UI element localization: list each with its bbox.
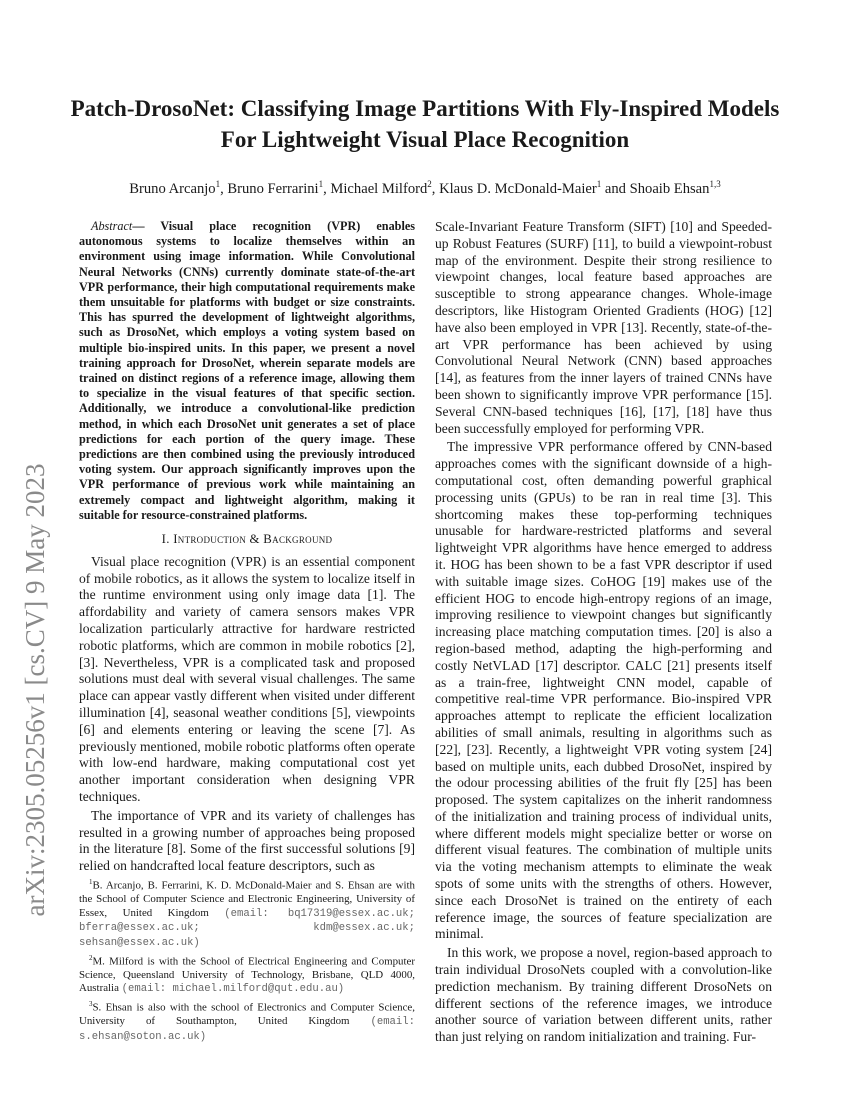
author: Klaus D. McDonald-Maier$^1$ and: [439, 179, 630, 197]
author: Bruno Arcanjo$^1$,: [129, 179, 228, 197]
footnote: $^3$S. Ehsan is also with the school of Electronics and Computer Science, University of Southampton, United Kingdom (email: s.ehsan@soton.ac.uk): [79, 1000, 415, 1043]
paragraph: The impressive VPR performance offered by CNN-based approaches comes with the significant downside of a high-computational cost, often demanding powerful graphical processing units (GPUs) to be ran in real time [3]. This shortcoming makes these top-performing techniques unusable for hardware-restricted platforms and several lightweight VPR algorithms have hence emerged to address it. HOG has been shown to be a fast VPR descriptor if used with suitable image sizes. CoHOG [19] makes use of the efficient HOG to encode high-entropy regions of an image, improving resilience to viewpoint changes but significantly increasing place matching computation times. [20] is also a region-based method, adapting the high-performing and costly NetVLAD [17] descriptor. CALC [21] presents itself as a train-free, lightweight CNN model, capable of competitive real-time VPR performance. Bio-inspired VPR approaches attempt to replicate the efficient localization abilities of small animals, resulting in algorithms such as [22], [23]. Recently, a lightweight VPR voting system [24] based on multiple units, each dubbed DrosoNet, inspired by the odour processing abilities of the fruit fly [25] has been proposed. The system capitalizes on the inherit randomness of the initialization and training process of individual units, where different models might specialize better or worse on different visual features. The combination of multiple units via the voting mechanism attempts to eliminate the weak spots of some units with the strengths of others. However, since each DrosoNet is trained on the entirety of each reference image, the sources of feature specialization are minimal.: [435, 439, 772, 942]
author-list: [60, 175, 790, 198]
author: Michael Milford$^2$,: [330, 179, 440, 197]
paper-title: [60, 93, 790, 155]
paragraph: Visual place recognition (VPR) is an essential component of mobile robotics, as it allows the system to localize itself in the runtime environment using only image data [1]. The affordability and variety of camera sensors makes VPR localization particularly attractive for hardware restricted robotic platforms, which are common in mobile robotics [2], [3]. Nevertheless, VPR is a complicated task and proposed solutions must deal with several visual challenges. The same place can appear vastly different when visited under different illumination [4], seasonal weather conditions [5], viewpoints [6] and elements entering or leaving the scene [7]. As previously mentioned, mobile robotic platforms often operate with low-end hardware, making computational cost yet another important consideration when designing VPR techniques.: [79, 553, 415, 805]
right-column: [435, 219, 772, 1048]
section-heading: I. Introduction & Background: [161, 532, 333, 547]
footnote-email: (email: michael.milford@qut.edu.au): [121, 983, 345, 996]
abstract-text: Visual place recognition (VPR) enables autonomous systems to localize themselves within an environment using image information. While Convolutional Neural Networks (CNNs) currently dominate state-of-the-art VPR performance, their high computational requirements make them unsuitable for platforms with budget or size constraints. This has spurred the development of lightweight algorithms, such as DrosoNet, which employs a voting system based on multiple bio-inspired units. In this paper, we present a novel training approach for DrosoNet, wherein separate models are trained on distinct regions of a reference image, allowing them to specialize in the visual features of that specific section. Additionally, we introduce a convolutional-like prediction method, in which each DrosoNet unit generates a set of place predictions for each portion of the query image. These predictions are then combined using the previously introduced voting system. Our approach significantly improves upon the VPR performance of previous work while maintaining an extremely compact and lightweight algorithm, making it suitable for resource-constrained platforms.: [79, 219, 415, 522]
author: Shoaib Ehsan$^{1,3}$: [629, 179, 721, 197]
abstract-label: Abstract: [91, 219, 133, 233]
footnote-email: (email: s.ehsan@soton.ac.uk): [79, 1016, 415, 1043]
footnote: $^1$B. Arcanjo, B. Ferrarini, K. D. McDonald-Maier and S. Ehsan are with the School of Computer Science and Electronic Engineering, University of Essex, United Kingdom (email: bq17319@essex.ac.uk; bferra@essex.ac.uk; kdm@essex.ac.uk; sehsan@essex.ac.uk): [79, 878, 415, 949]
footnote: $^2$M. Milford is with the School of Electrical Engineering and Computer Science, Queensland University of Technology, Brisbane, QLD 4000, Australia (email: michael.milford@qut.edu.au): [79, 953, 415, 996]
left-column: [79, 219, 415, 877]
arxiv-stamp-text: arXiv:2305.05256v1 [cs.CV] 9 May 2023: [20, 463, 50, 917]
author: Bruno Ferrarini$^1$,: [227, 179, 331, 197]
paragraph: In this work, we propose a novel, region-based approach to train individual DrosoNets coupled with a convolution-like prediction mechanism. By training different DrosoNets on different sections of the reference images, we introduce another source of variation between different units, rather than just relying on random initialization and training. Fur-: [435, 945, 772, 1045]
footnotes: [79, 876, 415, 1045]
paragraph: Scale-Invariant Feature Transform (SIFT) [10] and Speeded-up Robust Features (SURF) [11], to build a viewpoint-robust map of the environment. Despite their strong resilience to viewpoint changes, local feature based approaches are susceptible to strong appearance changes. Whole-image descriptors, like Histogram Oriented Gradients (HOG) [12] have also been employed in VPR [13]. Recently, state-of-the-art VPR performance has been achieved by using Convolutional Neural Network (CNN) based approaches [14], as features from the inner layers of trained CNNs have been shown to significantly improve VPR performance [15]. Several CNN-based techniques [16], [17], [18] have thus been successfully employed for performing VPR.: [435, 219, 772, 436]
footnote-email: (email: bq17319@essex.ac.uk; bferra@essex.ac.uk; kdm@essex.ac.uk; sehsan@essex.ac.uk): [79, 907, 415, 949]
title-line-2: For Lightweight Visual Place Recognition: [220, 127, 630, 152]
paragraph: The importance of VPR and its variety of challenges has resulted in a growing number of approaches being proposed in the literature [8]. Some of the first successful solutions [9] relied on handcrafted local feature descriptors, such as: [79, 807, 415, 874]
abstract: Abstract— Visual place recognition (VPR) enables autonomous systems to localize themselves within an environment using image information. While Convolutional Neural Networks (CNNs) currently dominate state-of-the-art VPR performance, their high computational requirements make them unsuitable for platforms with budget or size constraints. This has spurred the development of lightweight algorithms, such as DrosoNet, which employs a voting system based on multiple bio-inspired units. In this paper, we present a novel training approach for DrosoNet, wherein separate models are trained on distinct regions of a reference image, allowing them to specialize in the visual features of that specific section. Additionally, we introduce a convolutional-like prediction method, in which each DrosoNet unit generates a set of place predictions for each portion of the query image. These predictions are then combined using the previously introduced voting system. Our approach significantly improves upon the VPR performance of previous work while maintaining an extremely compact and lightweight algorithm, making it suitable for resource-constrained platforms.: [79, 219, 415, 522]
title-line-1: Patch-DrosoNet: Classifying Image Partitions With Fly-Inspired Models: [70, 96, 780, 121]
